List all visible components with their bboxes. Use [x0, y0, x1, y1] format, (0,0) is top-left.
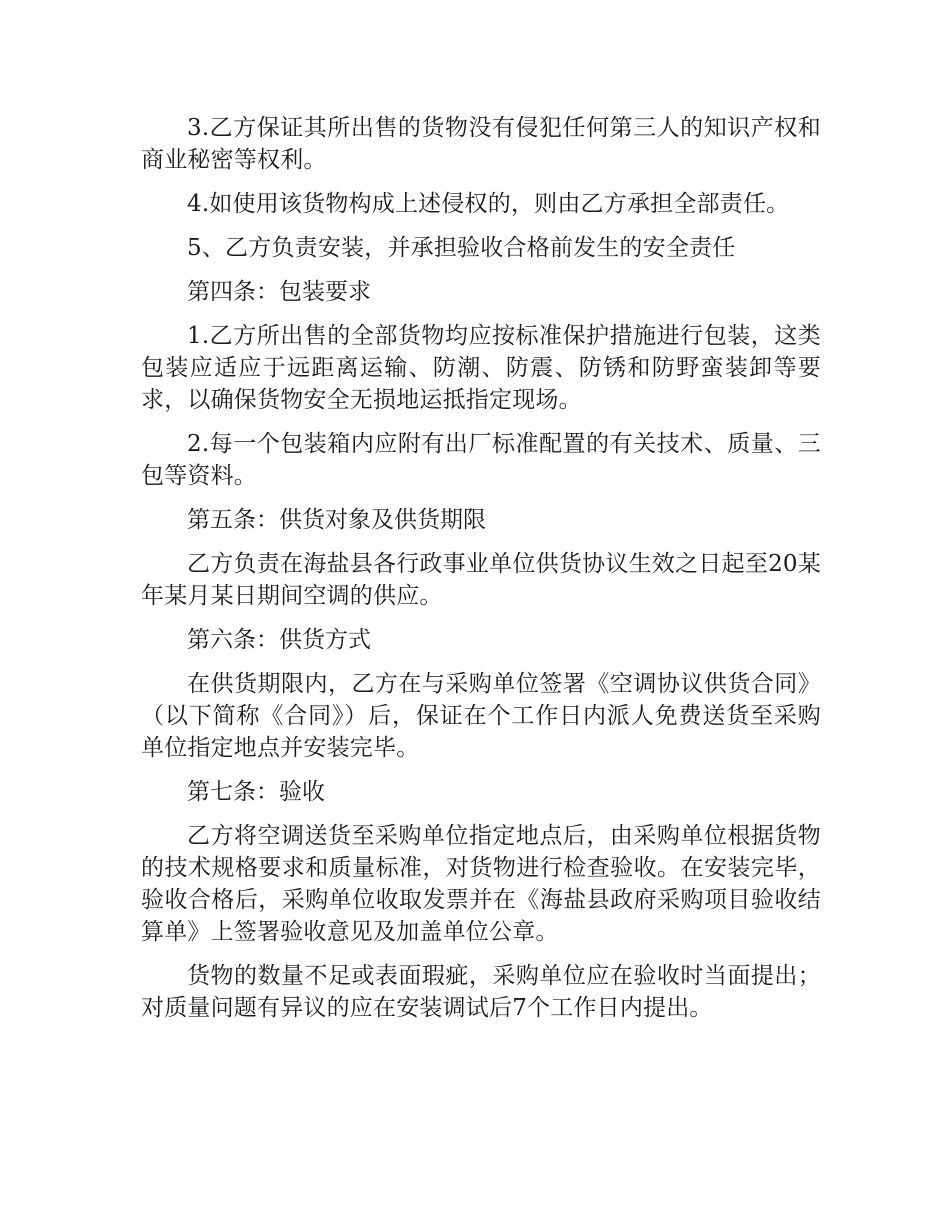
acceptance-paragraph: 乙方将空调送货至采购单位指定地点后，由采购单位根据货物的技术规格要求和质量标准，对货物进行检查验收。在安装完毕，验收合格后，采购单位收取发票并在《海盐县政府采购项目验收结算单》上签署验收意见及加盖单位公章。 [141, 823, 821, 945]
clause-3-ip-warranty: 3.乙方保证其所出售的货物没有侵犯任何第三人的知识产权和商业秘密等权利。 [141, 115, 821, 173]
article-5-heading: 第五条：供货对象及供货期限 [187, 507, 486, 533]
defect-objection-paragraph: 货物的数量不足或表面瑕疵，采购单位应在验收时当面提出；对质量问题有异议的应在安装调试后7个工作日内提出。 [141, 963, 821, 1021]
clause-5-installation-safety: 5、乙方负责安装，并承担验收合格前发生的安全责任 [187, 235, 736, 261]
article-7-heading: 第七条：验收 [187, 779, 325, 805]
clause-4-infringement-liability: 4.如使用该货物构成上述侵权的，则由乙方承担全部责任。 [187, 191, 790, 217]
article-4-heading: 第四条：包装要求 [187, 279, 371, 305]
article-6-heading: 第六条：供货方式 [187, 627, 371, 653]
supply-period-paragraph: 乙方负责在海盐县各行政事业单位供货协议生效之日起至20某年某月某日期间空调的供应。 [141, 551, 821, 609]
packaging-clause-2: 2.每一个包装箱内应附有出厂标准配置的有关技术、质量、三包等资料。 [141, 431, 821, 489]
packaging-clause-1: 1.乙方所出售的全部货物均应按标准保护措施进行包装，这类包装应适应于远距离运输、防潮、防震、防锈和防野蛮装卸等要求，以确保货物安全无损地运抵指定现场。 [141, 323, 821, 413]
document-page [141, 112, 821, 1036]
supply-method-paragraph: 在供货期限内，乙方在与采购单位签署《空调协议供货合同》（以下简称《合同》）后，保证在个工作日内派人免费送货至采购单位指定地点并安装完毕。 [141, 671, 821, 761]
